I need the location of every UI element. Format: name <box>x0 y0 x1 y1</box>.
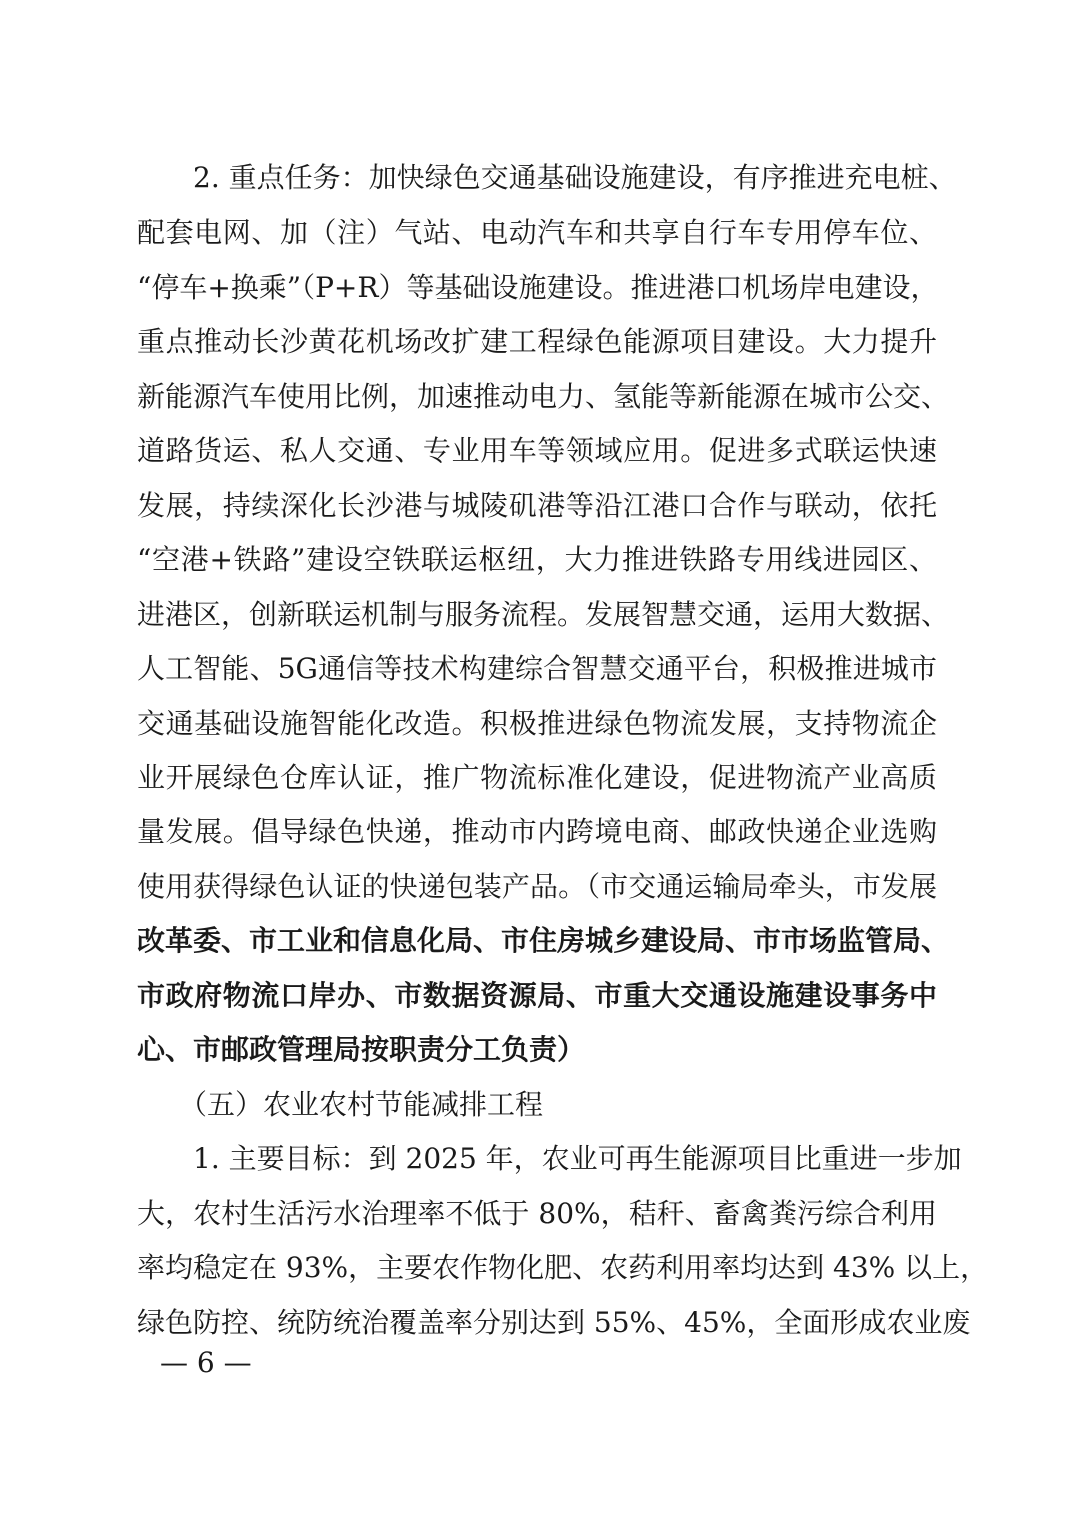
text-line: 进港区，创新联运机制与服务流程。发展智慧交通，运用大数据、 <box>137 598 950 631</box>
text-line: 1. 主要目标：到 2025 年，农业可再生能源项目比重进一步加 <box>137 1142 962 1175</box>
text-line: 配套电网、加（注）气站、电动汽车和共享自行车专用停车位、 <box>137 216 937 249</box>
text-line: 大，农村生活污水治理率不低于 80%，秸秆、畜禽粪污综合利用 <box>137 1197 937 1230</box>
text-line: “空港+铁路”建设空铁联运枢纽，大力推进铁路专用线进园区、 <box>137 543 937 576</box>
text-line: 率均稳定在 93%，主要农作物化肥、农药利用率均达到 43% 以上， <box>137 1251 989 1284</box>
text-line: 业开展绿色仓库认证，推广物流标准化建设，促进物流产业高质 <box>137 761 937 794</box>
text-line: 改革委、市工业和信息化局、市住房城乡建设局、市市场监管局、 <box>137 924 950 957</box>
text-line: “停车+换乘”（P+R）等基础设施建设。推进港口机场岸电建设， <box>137 271 939 304</box>
text-line: 人工智能、5G通信等技术构建综合智慧交通平台，积极推进城市 <box>137 652 937 685</box>
text-line: 绿色防控、统防统治覆盖率分别达到 55%、45%，全面形成农业废 <box>137 1306 971 1339</box>
page-number: — 6 — <box>160 1346 252 1379</box>
text-line: 市政府物流口岸办、市数据资源局、市重大交通设施建设事务中 <box>137 979 937 1012</box>
section-heading: （五）农业农村节能减排工程 <box>137 1088 544 1121</box>
text-line: 心、市邮政管理局按职责分工负责） <box>137 1033 586 1066</box>
text-line: 交通基础设施智能化改造。积极推进绿色物流发展，支持物流企 <box>137 707 937 740</box>
text-line: 新能源汽车使用比例，加速推动电力、氢能等新能源在城市公交、 <box>137 380 950 413</box>
text-line: 道路货运、私人交通、专业用车等领域应用。促进多式联运快速 <box>137 434 937 467</box>
text-line: 2. 重点任务：加快绿色交通基础设施建设，有序推进充电桩、 <box>137 161 957 194</box>
text-line: 量发展。倡导绿色快递，推动市内跨境电商、邮政快递企业选购 <box>137 815 937 848</box>
text-line: 重点推动长沙黄花机场改扩建工程绿色能源项目建设。大力提升 <box>137 325 937 358</box>
text-line: 发展，持续深化长沙港与城陵矶港等沿江港口合作与联动，依托 <box>137 489 937 522</box>
text-line: 使用获得绿色认证的快递包装产品。（市交通运输局牵头，市发展 <box>137 870 937 903</box>
